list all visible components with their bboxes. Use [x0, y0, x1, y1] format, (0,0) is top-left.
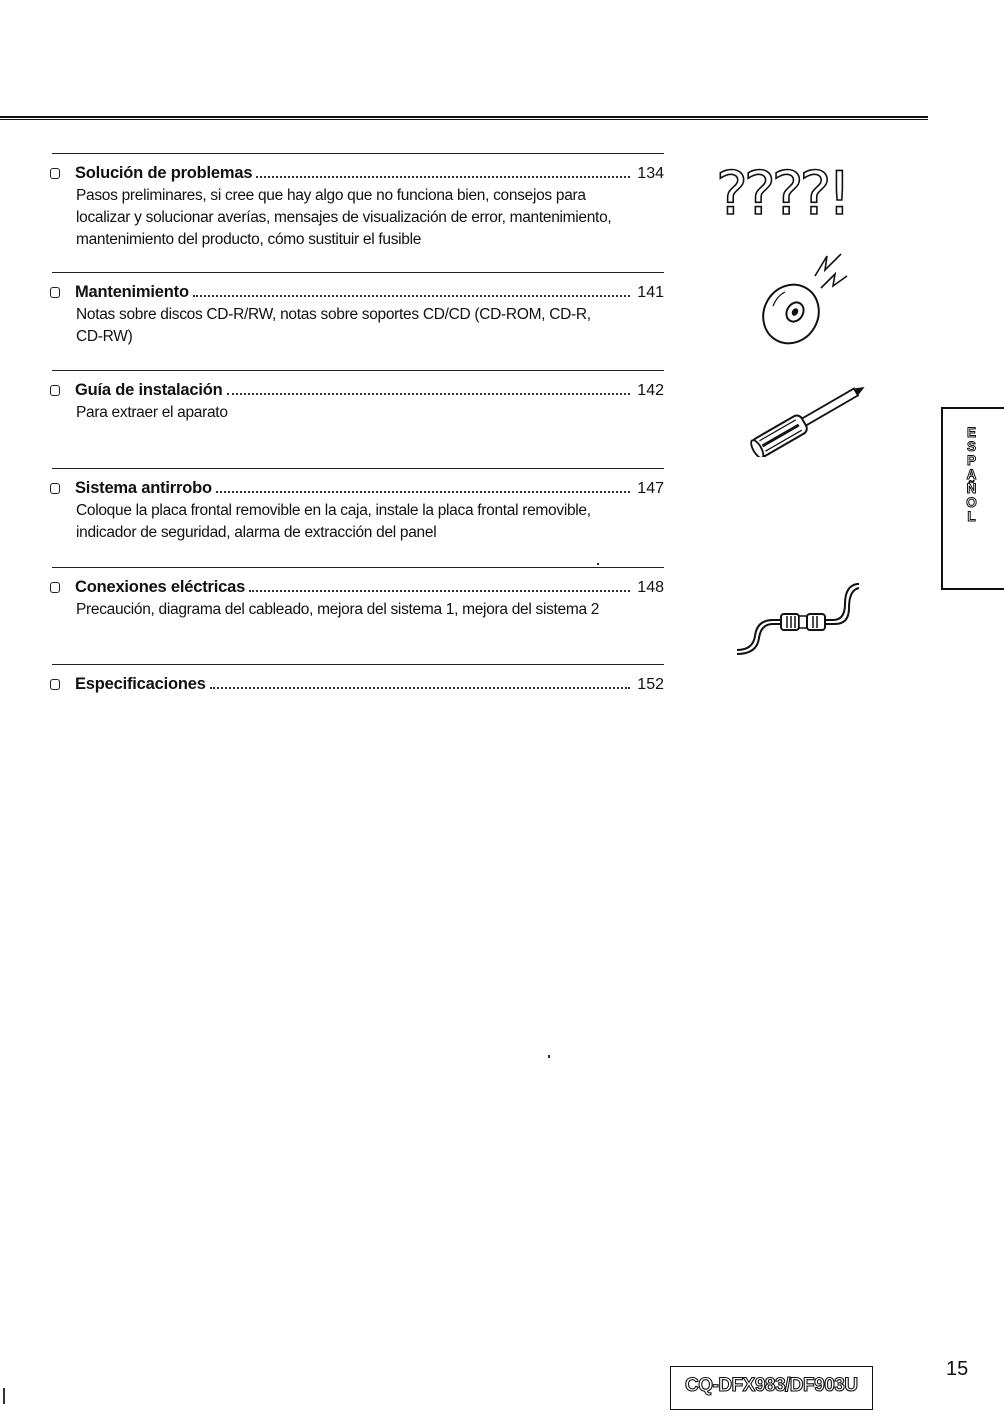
toc-entry-header[interactable]	[50, 281, 664, 303]
toc-entry-header[interactable]	[50, 477, 664, 499]
toc-entry-antirrobo	[50, 468, 664, 544]
dot-leader	[193, 295, 630, 297]
entry-divider	[52, 664, 664, 665]
toc-entry-header[interactable]	[50, 673, 664, 695]
description-line: Coloque la placa frontal removible en la caja, instale la placa frontal removible,	[76, 502, 591, 519]
cable-connector-icon	[733, 578, 863, 658]
dot-leader	[216, 491, 630, 493]
description-line: Precaución, diagrama del cableado, mejora del sistema 1, mejora del sistema 2	[76, 601, 600, 618]
toc-entry-page[interactable]: 141	[637, 284, 664, 301]
checkbox-icon	[50, 582, 60, 593]
model-number-box	[670, 1366, 873, 1410]
toc-entry-title[interactable]: Especificaciones	[75, 675, 206, 693]
toc-entry-page[interactable]: 147	[637, 480, 664, 497]
dot-leader	[249, 590, 630, 592]
toc-entry-description	[76, 304, 656, 348]
page-number: 15	[946, 1358, 969, 1380]
language-tab-label: ESPAÑOL	[964, 425, 979, 523]
toc-entry-description	[76, 185, 656, 251]
toc-entry-conexiones	[50, 567, 664, 621]
toc-entry-page[interactable]: 134	[637, 165, 664, 182]
dot-leader	[227, 393, 631, 395]
checkbox-icon	[50, 168, 60, 179]
checkbox-icon	[50, 287, 60, 298]
dot-leader	[210, 687, 630, 689]
question-marks-text: ????!	[716, 160, 848, 229]
description-line: CD-RW)	[76, 328, 133, 345]
toc-entry-solucion	[50, 153, 664, 251]
toc-entry-title[interactable]: Guía de instalación	[75, 381, 223, 399]
scan-speck	[3, 1388, 5, 1404]
description-line: indicador de seguridad, alarma de extracción del panel	[76, 524, 437, 541]
checkbox-icon	[50, 483, 60, 494]
scan-speck	[548, 1055, 550, 1058]
description-line: Pasos preliminares, si cree que hay algo que no funciona bien, consejos para	[76, 187, 586, 204]
checkbox-icon	[50, 385, 60, 396]
toc-entry-header[interactable]	[50, 576, 664, 598]
toc-entry-title[interactable]: Sistema antirrobo	[75, 479, 212, 497]
toc-entry-instalacion	[50, 370, 664, 424]
toc-entry-header[interactable]	[50, 379, 664, 401]
cd-disc-icon	[755, 248, 865, 348]
screwdriver-icon	[742, 372, 872, 457]
toc-entry-title[interactable]: Mantenimiento	[75, 283, 189, 301]
toc-entry-page[interactable]: 148	[637, 579, 664, 596]
description-line: Para extraer el aparato	[76, 404, 228, 421]
toc-entry-page[interactable]: 152	[637, 676, 664, 693]
toc-entry-mantenimiento	[50, 272, 664, 348]
description-line: localizar y solucionar averías, mensajes de visualización de error, mantenimiento,	[76, 209, 612, 226]
description-line: mantenimiento del producto, cómo sustituir el fusible	[76, 231, 422, 248]
header-rule	[0, 116, 928, 120]
entry-divider	[52, 153, 664, 154]
toc-entry-title[interactable]: Solución de problemas	[75, 164, 253, 182]
entry-divider	[52, 272, 664, 273]
question-marks-icon	[716, 160, 896, 235]
description-line: Notas sobre discos CD-R/RW, notas sobre soportes CD/CD (CD-ROM, CD-R,	[76, 306, 591, 323]
toc-entry-title[interactable]: Conexiones eléctricas	[75, 578, 246, 596]
toc-entry-page[interactable]: 142	[637, 382, 664, 399]
toc-entry-description	[76, 599, 656, 621]
dot-leader	[256, 176, 630, 178]
scan-speck	[597, 563, 599, 565]
entry-divider	[52, 567, 664, 568]
checkbox-icon	[50, 679, 60, 690]
entry-divider	[52, 370, 664, 371]
toc-entry-especificaciones	[50, 664, 664, 695]
model-number: CQ-DFX983/DF903U	[685, 1375, 858, 1396]
toc-entry-header[interactable]	[50, 162, 664, 184]
toc-entry-description	[76, 500, 656, 544]
toc-entry-description	[76, 402, 656, 424]
language-tab	[941, 407, 1004, 590]
entry-divider	[52, 468, 664, 469]
